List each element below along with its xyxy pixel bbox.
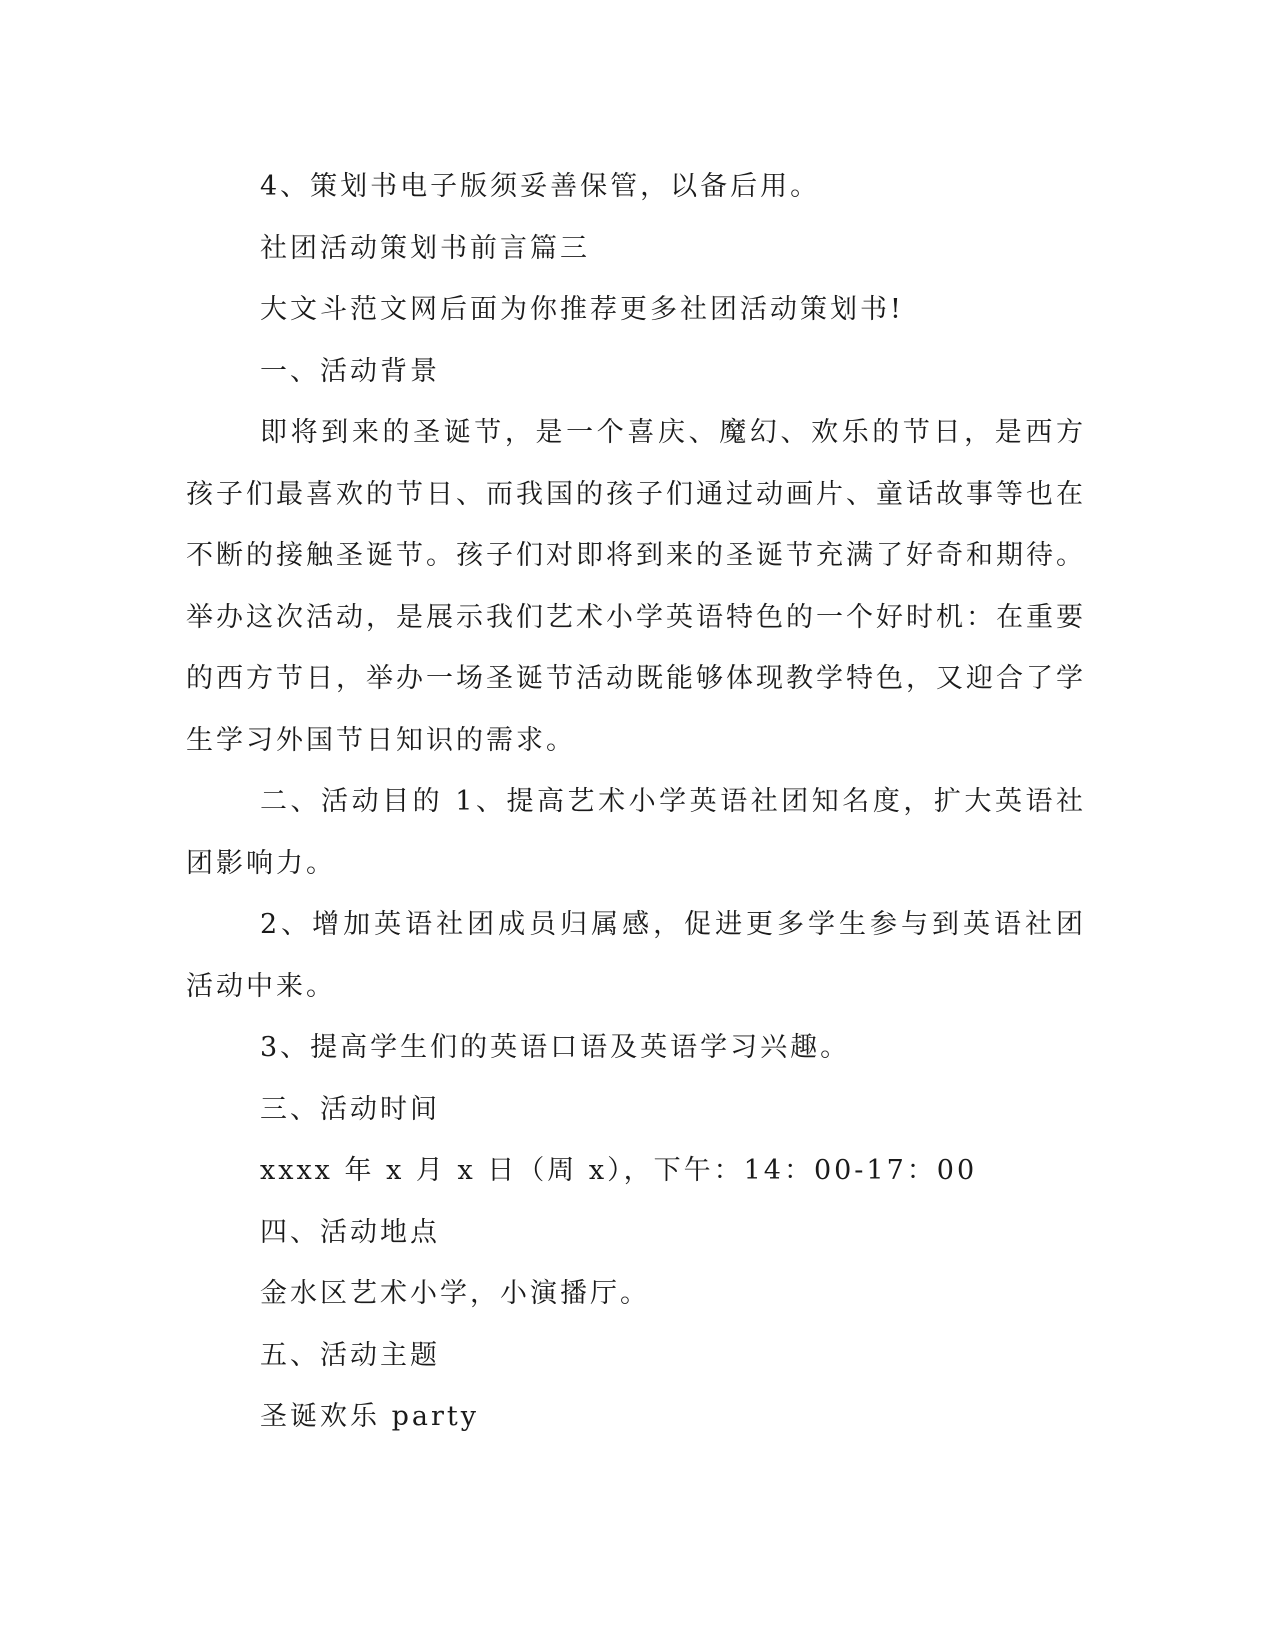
paragraph-time: xxxx 年 x 月 x 日（周 x），下午：14：00-17：00 — [260, 1155, 978, 1186]
heading-location: 四、活动地点 — [260, 1216, 440, 1248]
heading-theme: 五、活动主题 — [260, 1339, 440, 1371]
paragraph-purpose-3: 3、提高学生们的英语口语及英语学习兴趣。 — [260, 1032, 851, 1063]
paragraph-recommendation: 大文斗范文网后面为你推荐更多社团活动策划书! — [260, 294, 904, 325]
paragraph-location: 金水区艺术小学，小演播厅。 — [260, 1278, 650, 1309]
heading-background: 一、活动背景 — [260, 355, 440, 387]
paragraph-storage-note: 4、策划书电子版须妥善保管，以备后用。 — [260, 171, 821, 202]
heading-purpose: 二、活动目的 1、提高艺术小学英语社团知名度，扩大英语社团影响力。 — [186, 786, 1086, 879]
paragraph-background: 即将到来的圣诞节，是一个喜庆、魔幻、欢乐的节日，是西方孩子们最喜欢的节日、而我国的孩子们通过动画片、童话故事等也在不断的接触圣诞节。孩子们对即将到来的圣诞节充满了好奇和期待。举办这次活动，是展示我们艺术小学英语特色的一个好时机：在重要的西方节日，举办一场圣诞节活动既能够体现教学特色，又迎合了学生学习外国节日知识的需求。 — [186, 417, 1086, 756]
heading-time: 三、活动时间 — [260, 1093, 440, 1125]
paragraph-theme: 圣诞欢乐 party — [260, 1401, 479, 1432]
document-body — [186, 156, 1086, 1448]
section-title: 社团活动策划书前言篇三 — [260, 232, 590, 264]
paragraph-purpose-2: 2、增加英语社团成员归属感，促进更多学生参与到英语社团活动中来。 — [186, 909, 1086, 1002]
